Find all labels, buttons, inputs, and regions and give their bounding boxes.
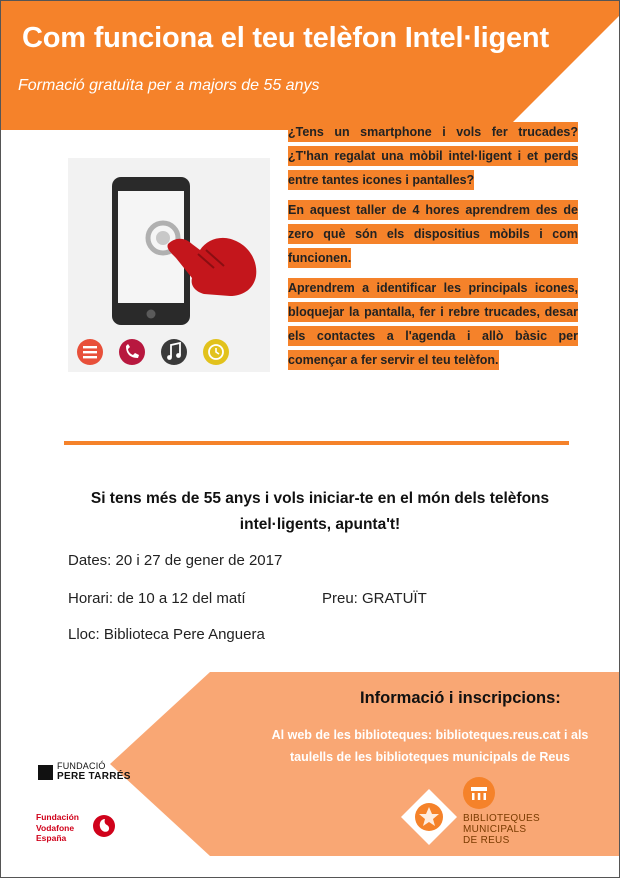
logo-line-1: Fundación [36, 812, 79, 822]
intro-paragraph-1: ¿Tens un smartphone i vols fer trucades? ¿T'han regalat una mòbil intel·ligent i et perds entre tantes icones i pantalles? [288, 120, 578, 192]
logo-line-2: MUNICIPALS [463, 824, 527, 835]
phone-icon [119, 339, 145, 365]
menu-icon [77, 339, 103, 365]
logo-line-1: BIBLIOTEQUES [463, 813, 540, 824]
header-banner [0, 0, 620, 130]
event-dates: Dates: 20 i 27 de gener de 2017 [68, 552, 283, 569]
logo-square-icon [38, 765, 53, 780]
clock-icon [203, 339, 229, 365]
call-to-action [60, 486, 580, 538]
music-icon [161, 339, 187, 365]
intro-paragraph-3: Aprendrem a identificar les principals icones, bloquejar la pantalla, fer i rebre trucades, desar els contactes a l'agenda i allò bàsic per començar a fer servir el teu telèfon. [288, 276, 578, 372]
event-schedule: Horari: de 10 a 12 del matí [68, 590, 246, 607]
info-title: Informació i inscripcions: [360, 689, 561, 707]
biblioteques-logo-text [463, 813, 573, 846]
reus-emblem-icon [400, 788, 458, 846]
smartphone-illustration [68, 158, 270, 372]
fundacio-pere-tarres-logo [38, 752, 138, 782]
event-price: Preu: GRATUÏT [322, 590, 427, 607]
page-title: Com funciona el teu telèfon Intel·ligent [22, 22, 549, 54]
page-subtitle: Formació gratuïta per a majors de 55 anys [18, 77, 320, 94]
intro-paragraph-2: En aquest taller de 4 hores aprendrem des de zero què són els dispositius mòbils i com funcionen. [288, 198, 578, 270]
logo-line-3: España [36, 833, 67, 843]
event-location: Lloc: Biblioteca Pere Anguera [68, 626, 265, 643]
cta-line-1: Si tens més de 55 anys i vols iniciar-te en el món dels telèfons [90, 490, 550, 507]
cta-line-2: intel·ligents, apunta't! [239, 516, 401, 533]
logo-text-top: FUNDACIÓ [57, 761, 106, 771]
logo-text-bottom: PERE TARRÉS [57, 771, 131, 782]
logo-line-2: Vodafone [36, 822, 75, 833]
section-divider [64, 441, 569, 445]
fundacion-vodafone-logo [36, 812, 126, 848]
biblioteques-logo-icon [462, 776, 496, 810]
vodafone-mark-icon [92, 814, 116, 838]
intro-text [288, 120, 578, 378]
logo-line-3: DE REUS [463, 835, 510, 846]
info-text: Al web de les biblioteques: biblioteques.reus.cat i als taulells de les biblioteques municipals de Reus [271, 728, 589, 764]
